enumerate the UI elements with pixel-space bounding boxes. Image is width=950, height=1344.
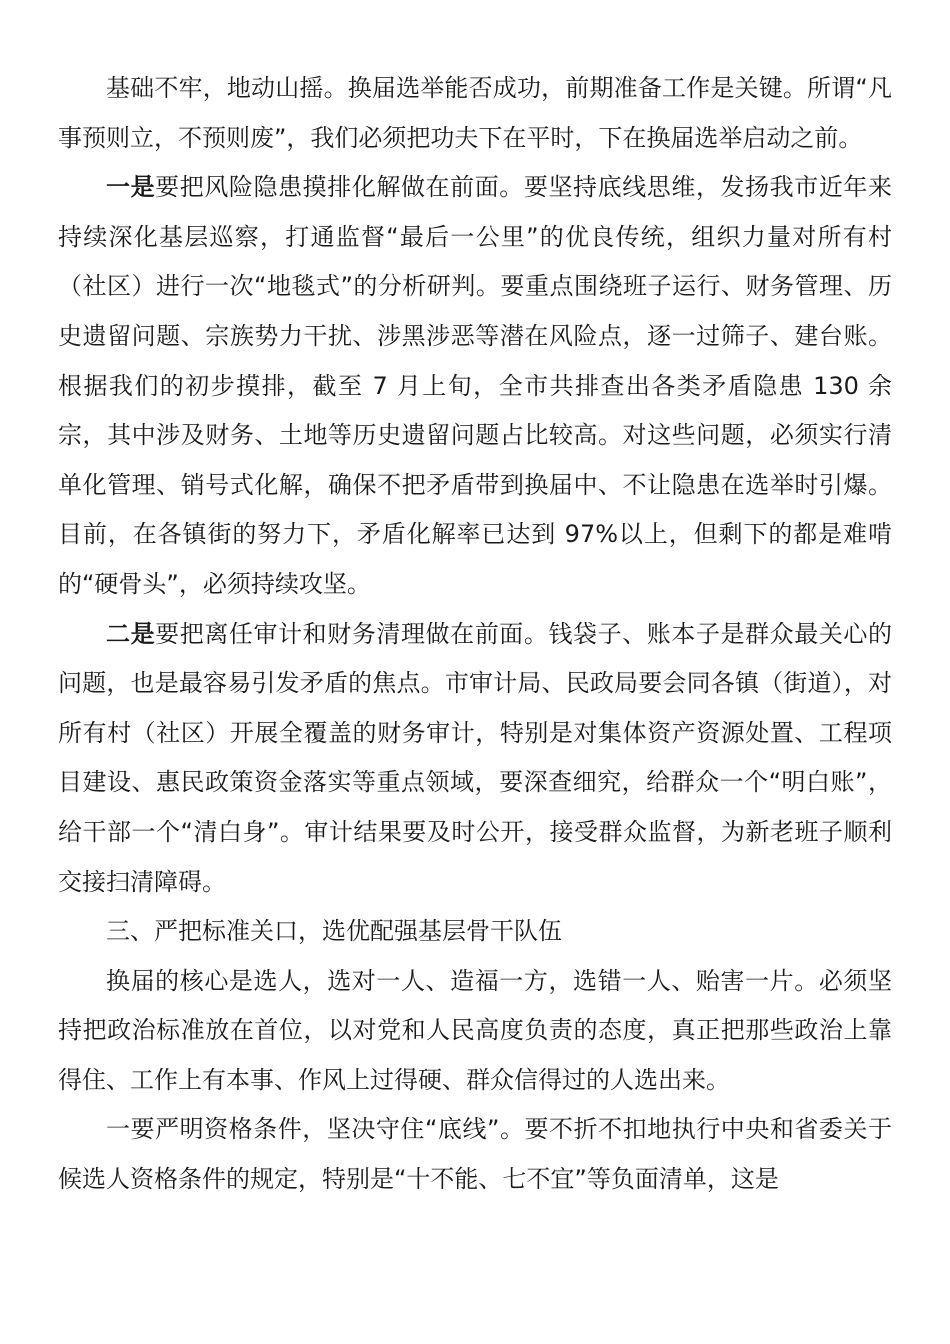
paragraph-core [58, 957, 892, 1106]
section-heading: 三、严把标准关口，选优配强基层骨干队伍 [106, 917, 562, 946]
paragraph-intro [58, 64, 892, 163]
paragraph-point-one [58, 163, 892, 609]
paragraph-point-one-text: 要把风险隐患摸排化解做在前面。要坚持底线思维，发扬我市近年来持续深化基层巡察，打通监督“最后一公里”的优良传统，组织力量对所有村（社区）进行一次“地毯式”的分析研判。要重点围绕班子运行、财务管理、历史遗留问题、宗族势力干扰、涉黑涉恶等潜在风险点，逐一过筛子、建台账。根据我们的初步摸排，截至 7 月上旬，全市共排查出各类矛盾隐患 130 余宗，其中涉及财务、土地等历史遗留问题占比较高。对这些问题，必须实行清单化管理、销号式化解，确保不把矛盾带到换届中、不让隐患在选举时引爆。目前，在各镇街的努力下，矛盾化解率已达到 97%以上，但剩下的都是难啃的“硬骨头”，必须持续攻坚。 [58, 173, 893, 598]
paragraph-qualification [58, 1105, 892, 1204]
paragraph-point-two [58, 610, 892, 908]
paragraph-point-two-lead: 二是 [106, 619, 156, 648]
document-body [58, 64, 892, 1205]
paragraph-core-text: 换届的核心是选人，选对一人、造福一方，选错一人、贻害一片。必须坚持把政治标准放在首位，以对党和人民高度负责的态度，真正把那些政治上靠得住、工作上有本事、作风上过得硬、群众信得过的人选出来。 [58, 966, 892, 1094]
paragraph-qualification-text: 一要严明资格条件，坚决守住“底线”。要不折不扣地执行中央和省委关于候选人资格条件的规定，特别是“十不能、七不宜”等负面清单，这是 [58, 1115, 892, 1194]
paragraph-point-two-text: 要把离任审计和财务清理做在前面。钱袋子、账本子是群众最关心的问题，也是最容易引发矛盾的焦点。市审计局、民政局要会同各镇（街道），对所有村（社区）开展全覆盖的财务审计，特别是对集体资产资源处置、工程项目建设、惠民政策资金落实等重点领域，要深查细究，给群众一个“明白账”，给干部一个“清白身”。审计结果要及时公开，接受群众监督，为新老班子顺利交接扫清障碍。 [58, 619, 893, 896]
paragraph-intro-text: 基础不牢，地动山摇。换届选举能否成功，前期准备工作是关键。所谓“凡事预则立，不预则废”，我们必须把功夫下在平时，下在换届选举启动之前。 [58, 74, 892, 152]
paragraph-point-one-lead: 一是 [106, 173, 156, 202]
